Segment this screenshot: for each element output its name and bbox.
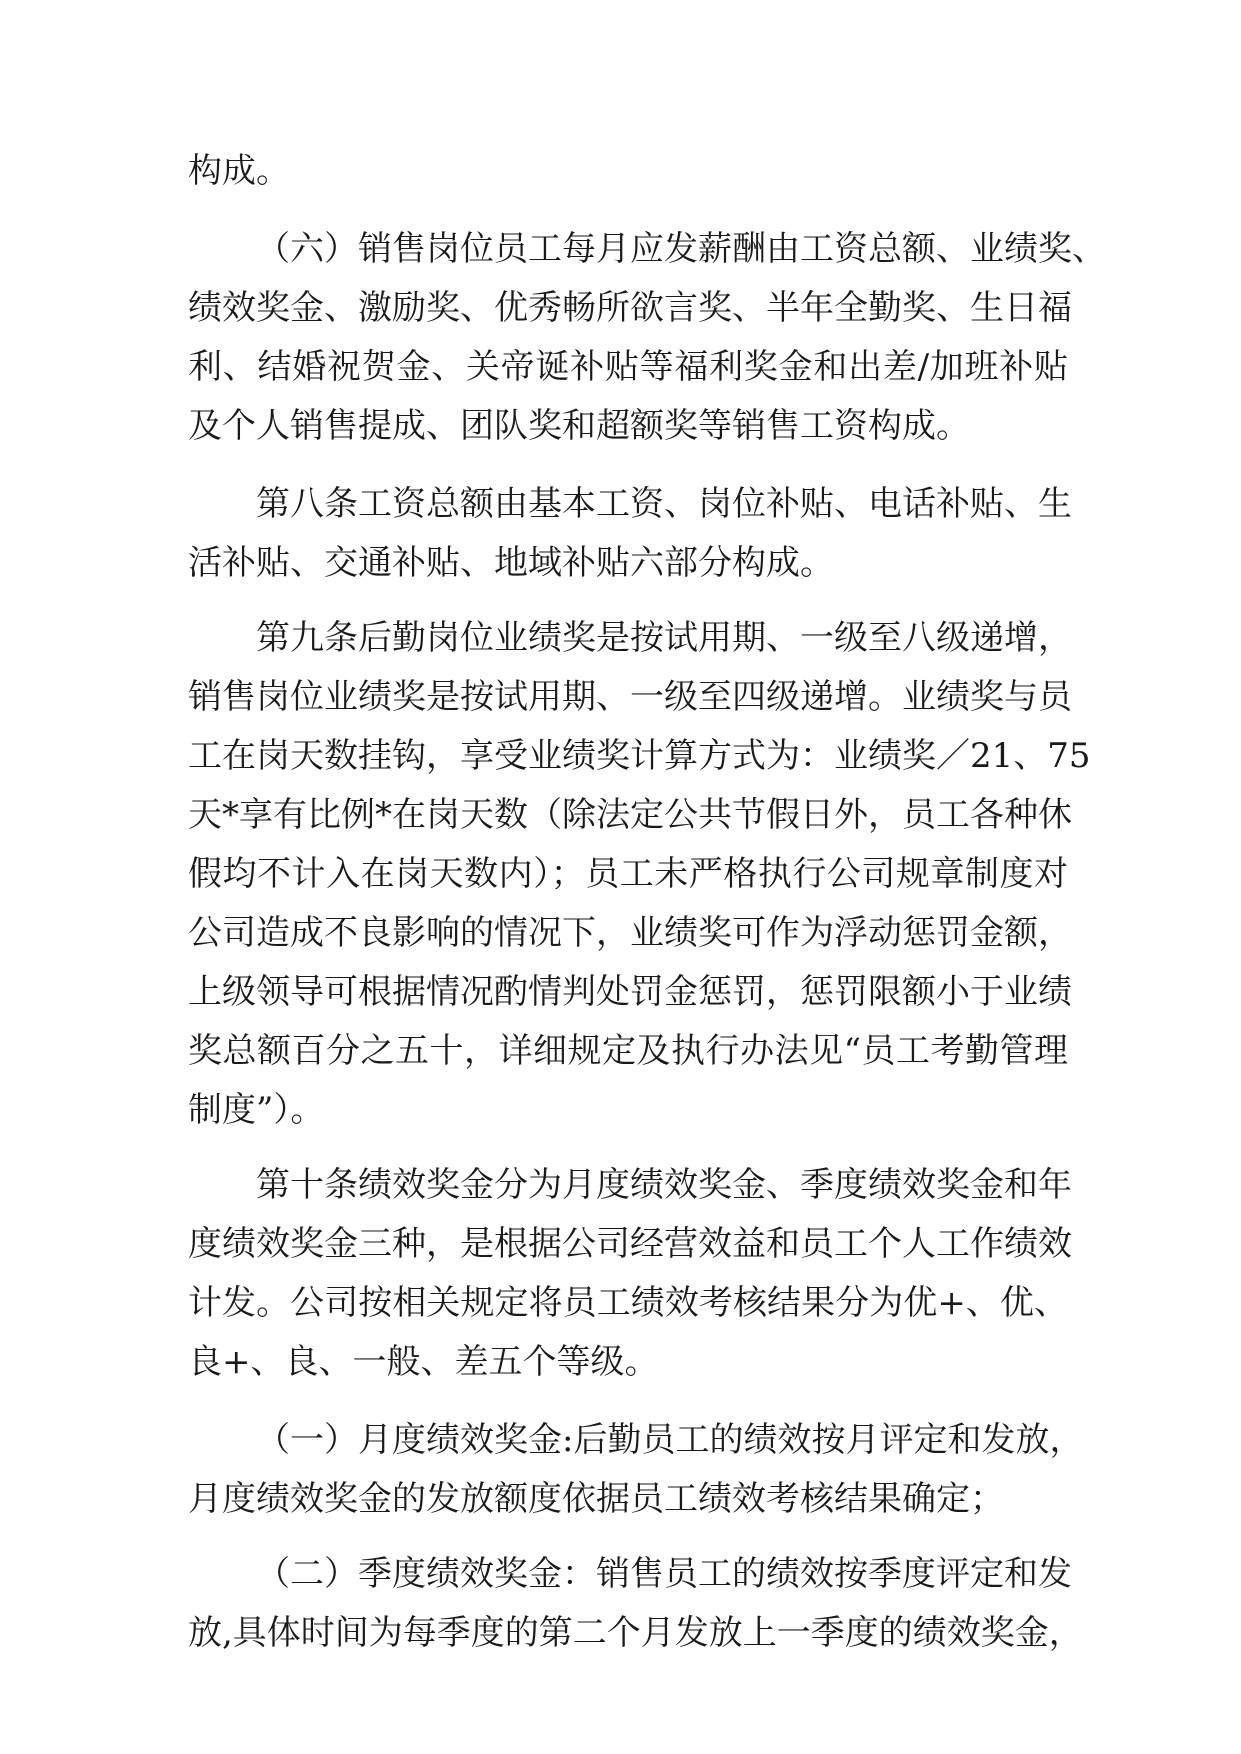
text-line: 第九条后勤岗位业绩奖是按试用期、一级至八级递增， [256, 618, 1072, 658]
text-line: （六）销售岗位员工每月应发薪酬由工资总额、业绩奖、 [256, 229, 1106, 269]
text-line: 假均不计入在岗天数内）；员工未严格执行公司规章制度对 [188, 854, 1068, 894]
text-line: 公司造成不良影响的情况下，业绩奖可作为浮动惩罚金额， [188, 913, 1072, 953]
text-line: 良+、良、一般、差五个等级。 [188, 1342, 659, 1382]
text-line: 销售岗位业绩奖是按试用期、一级至四级递增。业绩奖与员 [188, 677, 1072, 717]
text-line: 放,具体时间为每季度的第二个月发放上一季度的绩效奖金， [188, 1613, 1083, 1653]
text-line: （二）季度绩效奖金：销售员工的绩效按季度评定和发 [256, 1554, 1072, 1594]
text-line: 天*享有比例*在岗天数（除法定公共节假日外，员工各种休 [188, 795, 1072, 835]
text-line: 奖总额百分之五十，详细规定及执行办法见“员工考勤管理 [188, 1031, 1068, 1071]
text-line: 绩效奖金、激励奖、优秀畅所欲言奖、半年全勤奖、生日福 [188, 288, 1072, 328]
text-line: 利、结婚祝贺金、关帝诞补贴等福利奖金和出差/加班补贴 [188, 347, 1068, 387]
text-line: 及个人销售提成、团队奖和超额奖等销售工资构成。 [188, 406, 970, 446]
text-line: 计发。公司按相关规定将员工绩效考核结果分为优+、优、 [188, 1283, 1068, 1323]
text-line: 上级领导可根据情况酌情判处罚金惩罚，惩罚限额小于业绩 [188, 972, 1072, 1012]
text-line: 第八条工资总额由基本工资、岗位补贴、电话补贴、生 [256, 484, 1072, 524]
text-line: 度绩效奖金三种，是根据公司经营效益和员工个人工作绩效 [188, 1224, 1072, 1264]
text-line: 第十条绩效奖金分为月度绩效奖金、季度绩效奖金和年 [256, 1165, 1072, 1205]
text-line: 制度”）。 [188, 1090, 325, 1130]
text-line: （一）月度绩效奖金:后勤员工的绩效按月评定和发放， [256, 1420, 1084, 1460]
text-line: 工在岗天数挂钩，享受业绩奖计算方式为：业绩奖／21、75 [188, 736, 1091, 776]
text-line: 月度绩效奖金的发放额度依据员工绩效考核结果确定； [188, 1479, 1004, 1519]
text-line: 活补贴、交通补贴、地域补贴六部分构成。 [188, 543, 834, 583]
text-line: 构成。 [188, 151, 290, 191]
